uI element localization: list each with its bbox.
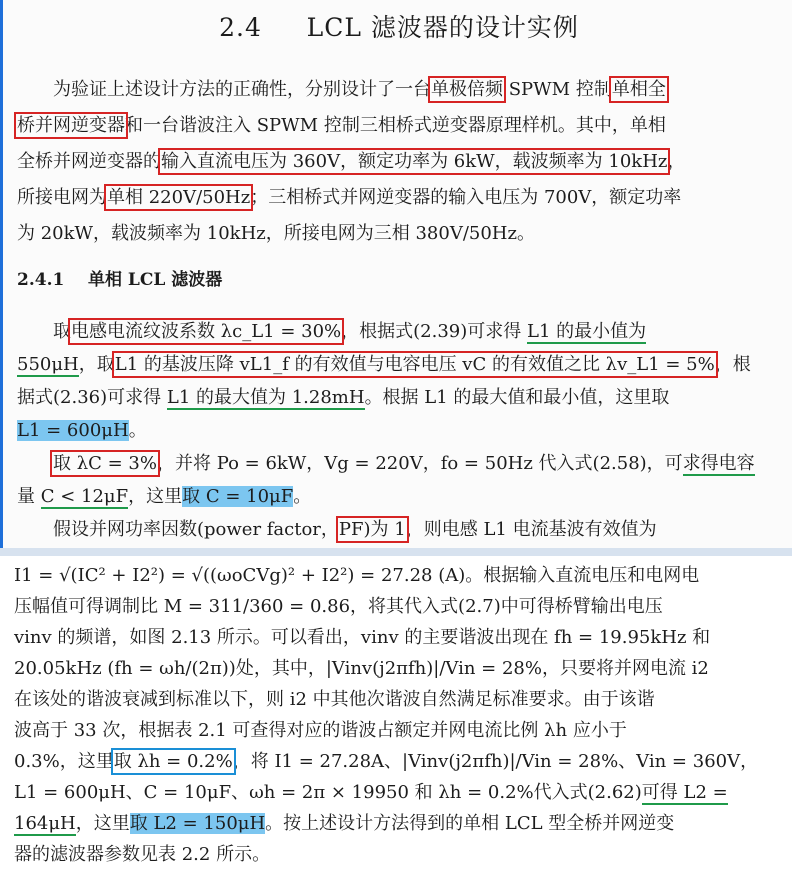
text-segment: 压幅值可得调制比 M = 311/360 = 0.86，将其代入式(2.7)中可得桥臂输出电压 [14, 596, 663, 617]
highlighted-text: 取 L2 = 150μH [129, 813, 266, 834]
text-segment: 。 [293, 486, 312, 507]
text-line [14, 781, 728, 805]
text-segment: ，取 [78, 354, 115, 375]
text-segment: SPWM 控制 [503, 79, 612, 100]
underlined-text: 求得电容 [682, 453, 755, 474]
text-segment: 在该处的谐波衰减到标准以下，则 i2 中其他次谐波自然满足标准要求。由于该谐 [14, 689, 655, 710]
text-line [17, 150, 685, 174]
heading-number: 2.4 [219, 13, 262, 42]
red-annotation-box: 桥并网逆变器 [17, 115, 125, 136]
highlighted-text: 取 C = 10μF [182, 486, 294, 507]
text-line [14, 750, 758, 774]
red-annotation-box: 电感电流纹波系数 λc_L1 = 30% [71, 321, 342, 342]
red-annotation-box: 输入直流电压为 360V，额定功率为 6kW，载波频率为 10kHz [161, 151, 668, 172]
text-segment: I1 = √(IC² + I2²) = √((ωoCVg)² + I2²) = 27.28 (A)。根据输入直流电压和电网电 [14, 565, 700, 586]
text-segment: 波高于 33 次，根据表 2.1 可查得对应的谐波占额定并网电流比例 λh 应小于 [14, 720, 627, 741]
underlined-text: L1 的最大值为 1.28mH [166, 387, 365, 408]
text-line [17, 320, 646, 344]
text-segment: ，并将 Po = 6kW，Vg = 220V，fo = 50Hz 代入式(2.58)，可 [156, 453, 683, 474]
text-line [17, 452, 755, 476]
red-annotation-box: PF)为 1 [338, 519, 406, 540]
subheading-number: 2.4.1 [17, 270, 65, 290]
text-line [14, 595, 663, 619]
underlined-text: 550μH [17, 354, 79, 375]
text-segment: ，这里 [75, 813, 130, 834]
text-segment: vinv 的频谱，如图 2.13 所示。可以看出，vinv 的主要谐波出现在 fh = 19.95kHz 和 [14, 627, 711, 648]
text-segment: ；三相桥式并网逆变器的输入电压为 700V，额定功率 [250, 187, 682, 208]
text-segment: 。根据 L1 的最大值和最小值，这里取 [364, 387, 670, 408]
text-segment: 假设并网功率因数(power factor， [17, 519, 339, 540]
red-annotation-box: L1 的基波压降 vL1_f 的有效值与电容电压 vC 的有效值之比 λv_L1 = 5% [114, 354, 715, 375]
text-line [17, 114, 666, 138]
underlined-text: 164μH [14, 813, 76, 834]
red-annotation-box: 单极倍频 [431, 79, 503, 100]
text-line [14, 843, 270, 867]
text-line [17, 485, 311, 509]
underlined-text: 可得 L2 = [641, 782, 728, 803]
text-line [14, 688, 655, 712]
text-segment: 量 [17, 486, 41, 507]
red-annotation-box: 单相 220V/50Hz [107, 187, 251, 208]
text-line [14, 564, 699, 588]
heading-title: LCL 滤波器的设计实例 [306, 13, 579, 42]
lower-scan-region [0, 556, 792, 886]
underlined-text: C < 12μF [40, 486, 129, 507]
text-segment: 器的滤波器参数见表 2.2 所示。 [14, 844, 271, 865]
text-segment: 所接电网为 [17, 187, 107, 208]
text-segment: ，这里 [128, 486, 183, 507]
text-line [17, 222, 535, 246]
text-segment: 0.3%，这里 [14, 751, 114, 772]
text-line [14, 626, 710, 650]
text-segment: 。 [128, 420, 147, 441]
text-line [17, 78, 666, 102]
text-segment: 和一台谐波注入 SPWM 控制三相桥式逆变器原理样机。其中，单相 [125, 115, 666, 136]
text-segment: ，则电感 L1 电流基波有效值为 [405, 519, 657, 540]
text-line [17, 186, 681, 210]
text-line [17, 386, 669, 410]
text-segment: ，将 I1 = 27.28A、|Vinv(j2πfh)|/Vin = 28%、Vin = 360V， [232, 751, 759, 772]
text-line [14, 719, 627, 743]
text-line [17, 419, 147, 443]
text-segment: 为 20kW，载波频率为 10kHz，所接电网为三相 380V/50Hz。 [17, 223, 535, 244]
text-segment: ，根 [714, 354, 751, 375]
page-seam [0, 548, 792, 556]
text-segment: 全桥并网逆变器的 [17, 151, 161, 172]
red-annotation-box: 取 λC = 3% [53, 453, 157, 474]
text-segment: 。按上述设计方法得到的单相 LCL 型全桥并网逆变 [265, 813, 675, 834]
subsection-heading [17, 268, 222, 292]
text-segment: ，根据式(2.39)可求得 [341, 321, 528, 342]
text-segment: 据式(2.36)可求得 [17, 387, 167, 408]
text-line [17, 518, 657, 542]
text-segment [17, 453, 53, 474]
highlighted-text: L1 = 600μH [17, 420, 129, 441]
section-heading [3, 8, 792, 44]
text-segment: L1 = 600μH、C = 10μF、ωh = 2π × 19950 和 λh = 0.2%代入式(2.62) [14, 782, 642, 803]
text-segment: 取 [17, 321, 71, 342]
text-segment: 为验证上述设计方法的正确性，分别设计了一台 [17, 79, 431, 100]
blue-annotation-box: 取 λh = 0.2% [113, 751, 233, 772]
text-line [14, 657, 709, 681]
subheading-title: 单相 LCL 滤波器 [88, 270, 223, 290]
text-segment: ， [667, 151, 686, 172]
red-annotation-box: 单相全 [611, 79, 666, 100]
text-segment: 20.05kHz (fh = ωh/(2π))处，其中，|Vinv(j2πfh)|/Vin = 28%，只要将并网电流 i2 [14, 658, 709, 679]
text-line [14, 812, 674, 836]
text-line [17, 353, 751, 377]
underlined-text: L1 的最小值为 [527, 321, 647, 342]
